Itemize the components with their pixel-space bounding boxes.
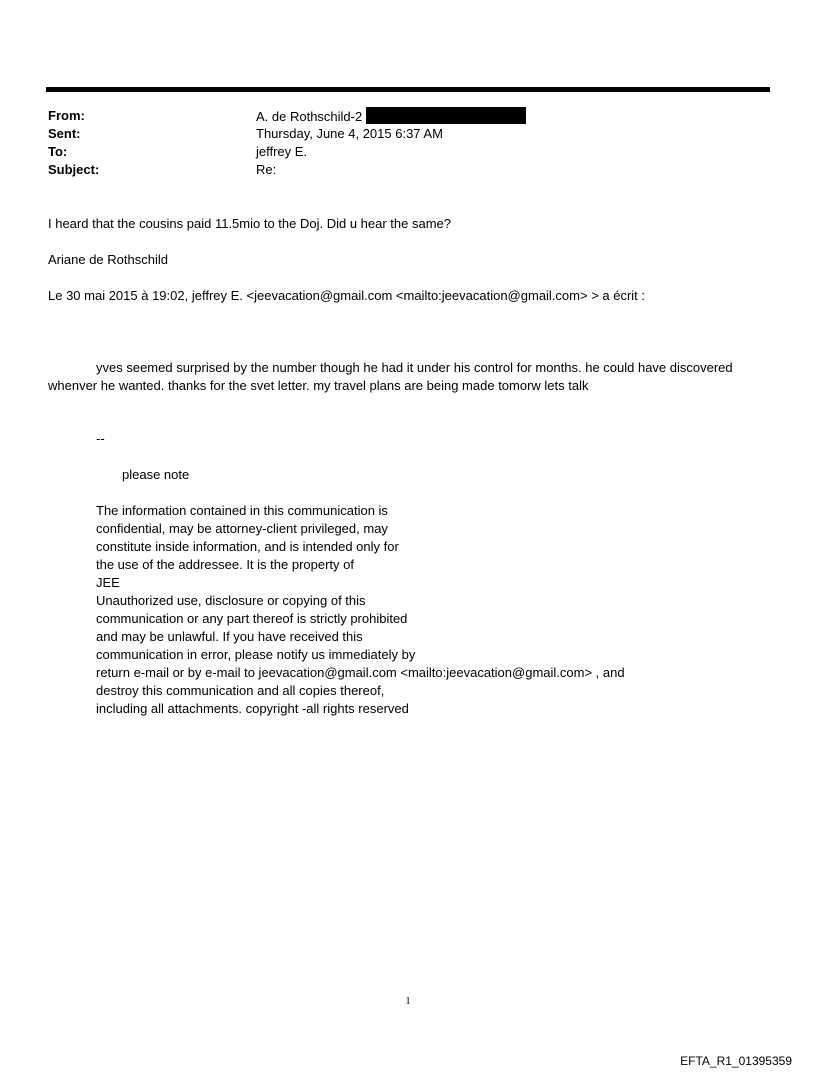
disclaimer-line: including all attachments. copyright -all rights reserved [96, 701, 409, 716]
quoted-message [48, 359, 768, 395]
from-name: A. de Rothschild-2 [256, 109, 363, 124]
disclaimer-line: and may be unlawful. If you have received this [96, 629, 363, 644]
subject-value: Re: [256, 162, 277, 177]
to-label: To: [48, 144, 68, 159]
please-note: please note [122, 467, 190, 482]
disclaimer-line: The information contained in this communication is [96, 503, 388, 518]
redaction-box [366, 107, 526, 124]
quoted-message-text: yves seemed surprised by the number though he had it under his control for months. he could have discovered whenver he wanted. thanks for the svet letter. my travel plans are being made tomorw lets talk [48, 360, 733, 393]
disclaimer-line: the use of the addressee. It is the property of [96, 557, 354, 572]
disclaimer-line: constitute inside information, and is intended only for [96, 539, 399, 554]
from-value [256, 107, 526, 126]
disclaimer-line: communication or any part thereof is strictly prohibited [96, 611, 408, 626]
disclaimer-line: JEE [96, 575, 120, 590]
disclaimer-line: communication in error, please notify us immediately by [96, 647, 416, 662]
signature: Ariane de Rothschild [48, 252, 168, 267]
from-label: From: [48, 108, 85, 123]
disclaimer-line: confidential, may be attorney-client privileged, may [96, 521, 388, 536]
document-id: EFTA_R1_01395359 [680, 1054, 792, 1068]
sent-label: Sent: [48, 126, 81, 141]
disclaimer-block [96, 502, 625, 718]
sent-value: Thursday, June 4, 2015 6:37 AM [256, 126, 443, 141]
quote-intro: Le 30 mai 2015 à 19:02, jeffrey E. <jeevacation@gmail.com <mailto:jeevacation@gmail.com> > a écrit : [48, 288, 646, 303]
subject-label: Subject: [48, 162, 100, 177]
disclaimer-line: Unauthorized use, disclosure or copying of this [96, 593, 366, 608]
disclaimer-line: destroy this communication and all copies thereof, [96, 683, 385, 698]
header-rule [46, 87, 770, 92]
to-value: jeffrey E. [256, 144, 308, 159]
signature-separator: -- [96, 431, 105, 446]
message-line: I heard that the cousins paid 11.5mio to the Doj. Did u hear the same? [48, 216, 451, 231]
disclaimer-line: return e-mail or by e-mail to jeevacation@gmail.com <mailto:jeevacation@gmail.com> , and [96, 665, 625, 680]
page-number: 1 [405, 995, 411, 1007]
